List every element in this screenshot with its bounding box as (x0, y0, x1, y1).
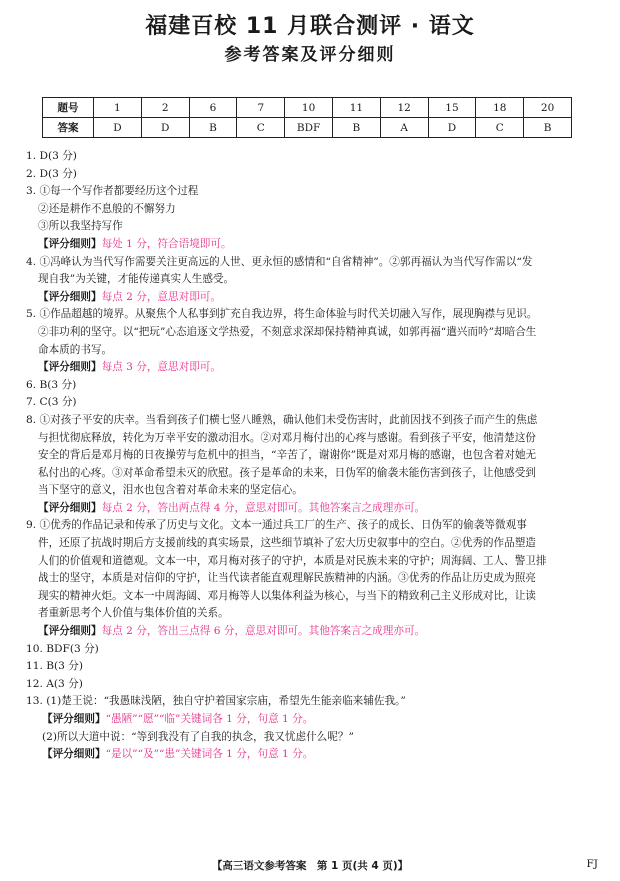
rubric-line (26, 623, 598, 641)
rubric-line (26, 236, 598, 254)
footer-region-code: FJ (586, 858, 598, 870)
question-number-row (43, 98, 572, 118)
answer-line: 安全的背后是邓月梅的日夜操劳与危机中的担当，“辛苦了，谢谢你”既是对邓月梅的感谢，也包含着对她无 (38, 449, 537, 462)
answer-line: 4. ①冯峰认为当代写作需要关注更高远的人世、更永恒的感情和“自省精神”。②郭再福认为当代写作需以“发 (26, 255, 533, 268)
rubric-text: 每点 2 分，答出三点得 6 分，意思对即可。其他答案言之成理亦可。 (101, 625, 426, 638)
question-number-cell: 15 (428, 98, 476, 118)
row-label-number: 题号 (43, 98, 94, 118)
answer-line: 现自我”为关键，才能传递真实人生感受。 (38, 273, 235, 286)
answer-cell: B (332, 118, 380, 138)
question-number-cell: 20 (524, 98, 572, 118)
rubric-line (26, 289, 598, 307)
answer-cell: C (237, 118, 285, 138)
rubric-line (26, 359, 598, 377)
answer-line: 13. (1)楚王说：“我愚昧浅陋，独自守护着国家宗庙，希望先生能亲临来辅佐我。” (26, 695, 406, 708)
rubric-text: 每点 3 分，意思对即可。 (101, 361, 221, 374)
rubric-text: 每处 1 分，符合语境即可。 (101, 237, 232, 250)
answer-line: ②还是耕作不息般的不懈努力 (38, 202, 176, 215)
answer-line: 人们的价值观和道德观。文本一中，邓月梅对孩子的守护，本质是对民族未来的守护；周海阔、工人、警卫排 (38, 554, 547, 567)
answer-row (43, 118, 572, 138)
answer-line: 8. ①对孩子平安的庆幸。当看到孩子们横七竖八睡熟，确认他们未受伤害时，此前因找不到孩子而产生的焦虑 (26, 413, 538, 426)
answer-line: (2)所以大道中说：“等到我没有了自我的执念，我又忧虑什么呢？” (42, 730, 354, 743)
question-number-cell: 18 (476, 98, 524, 118)
question-number-cell: 11 (332, 98, 380, 118)
question-number-cell: 7 (237, 98, 285, 118)
answer-line: 现实的精神火炬。文本一中周海阔、邓月梅等人以集体利益为核心，与当下的精致利己主义形成对比，让读 (38, 589, 536, 602)
answer-line: 私付出的心疼。③对革命希望未灭的欣慰。孩子是革命的未来，日伪军的偷袭未能伤害到孩子，让他感受到 (38, 466, 536, 479)
rubric-line (26, 746, 598, 764)
rubric-line (26, 711, 598, 729)
answer-cell: B (189, 118, 237, 138)
answer-table (42, 97, 572, 138)
answer-line: 2. D(3 分) (26, 167, 77, 180)
answer-cell: A (380, 118, 428, 138)
answer-line: ②非功利的坚守。以“把玩”心态追逐文学热爱，不刻意求深却保持精神真诚，如郭再福“遣兴而吟”却暗合生 (38, 325, 537, 338)
question-number-cell: 2 (141, 98, 189, 118)
answer-line: 11. B(3 分) (26, 660, 83, 673)
answer-cell: B (524, 118, 572, 138)
rubric-label: 【评分细则】 (38, 625, 102, 638)
answer-line: 12. A(3 分) (26, 677, 83, 690)
answer-line: 3. ①每一个写作者都要经历这个过程 (26, 185, 199, 198)
rubric-label: 【评分细则】 (42, 713, 106, 725)
rubric-text: “是以”“及”“患”关键词各 1 分，句意 1 分。 (105, 748, 314, 761)
answer-cell: D (94, 118, 142, 138)
page-subtitle: 参考答案及评分细则 (224, 45, 396, 65)
rubric-label: 【评分细则】 (38, 237, 102, 250)
question-number-cell: 10 (285, 98, 333, 118)
answer-line: 件，还原了抗战时期后方支援前线的真实场景，这些细节填补了宏大历史叙事中的空白。②优秀的作品塑造 (38, 537, 536, 550)
answer-line: 7. C(3 分) (26, 396, 77, 409)
page-footer (0, 858, 620, 873)
rubric-label: 【评分细则】 (42, 748, 106, 761)
row-label-answer: 答案 (43, 118, 94, 138)
answer-line: ③所以我坚持写作 (38, 220, 123, 233)
answer-cell: D (428, 118, 476, 138)
answer-line: 1. D(3 分) (26, 150, 77, 162)
answer-line: 10. BDF(3 分) (26, 642, 99, 655)
answer-line: 当下坚守的意义，泪水也包含着对革命未来的坚定信心。 (38, 484, 303, 497)
answer-line: 9. ①优秀的作品记录和传承了历史与文化。文本一通过兵工厂的生产、孩子的成长、日伪军的偷袭等微观事 (26, 519, 527, 532)
answer-line: 与担忧彻底释放，转化为万幸平安的激动泪水。②对邓月梅付出的心疼与感谢。看到孩子平安，他清楚这份 (38, 431, 536, 444)
rubric-label: 【评分细则】 (38, 290, 102, 303)
question-number-cell: 6 (189, 98, 237, 118)
page-title: 福建百校 11 月联合测评 · 语文 (145, 14, 475, 39)
answer-line: 者重新思考个人价值与集体价值的关系。 (38, 607, 229, 620)
question-number-cell: 1 (94, 98, 142, 118)
rubric-line (26, 500, 598, 518)
answer-line: 战士的坚守，本质是对信仰的守护，让当代读者能直观理解民族精神的内涵。③优秀的作品让历史成为照亮 (38, 572, 536, 585)
answer-cell: BDF (285, 118, 333, 138)
rubric-text: 每点 2 分，意思对即可。 (101, 290, 221, 303)
answer-body (26, 148, 598, 764)
footer-page-info: 【高三语文参考答案 第 1 页(共 4 页)】 (211, 860, 409, 872)
rubric-label: 【评分细则】 (38, 361, 102, 374)
answer-line: 5. ①作品超越的境界。从聚焦个人私事到扩充自我边界，将生命体验与时代关切融入写作，展现胸襟与见识。 (26, 308, 538, 321)
answer-line: 命本质的书写。 (38, 343, 113, 356)
answer-cell: D (141, 118, 189, 138)
rubric-text: “愚陋”“愿”“临”关键词各 1 分，句意 1 分。 (105, 713, 314, 725)
answer-line: 6. B(3 分) (26, 378, 77, 391)
question-number-cell: 12 (380, 98, 428, 118)
rubric-label: 【评分细则】 (38, 501, 102, 514)
answer-cell: C (476, 118, 524, 138)
rubric-text: 每点 2 分，答出两点得 4 分，意思对即可。其他答案言之成理亦可。 (101, 501, 426, 514)
